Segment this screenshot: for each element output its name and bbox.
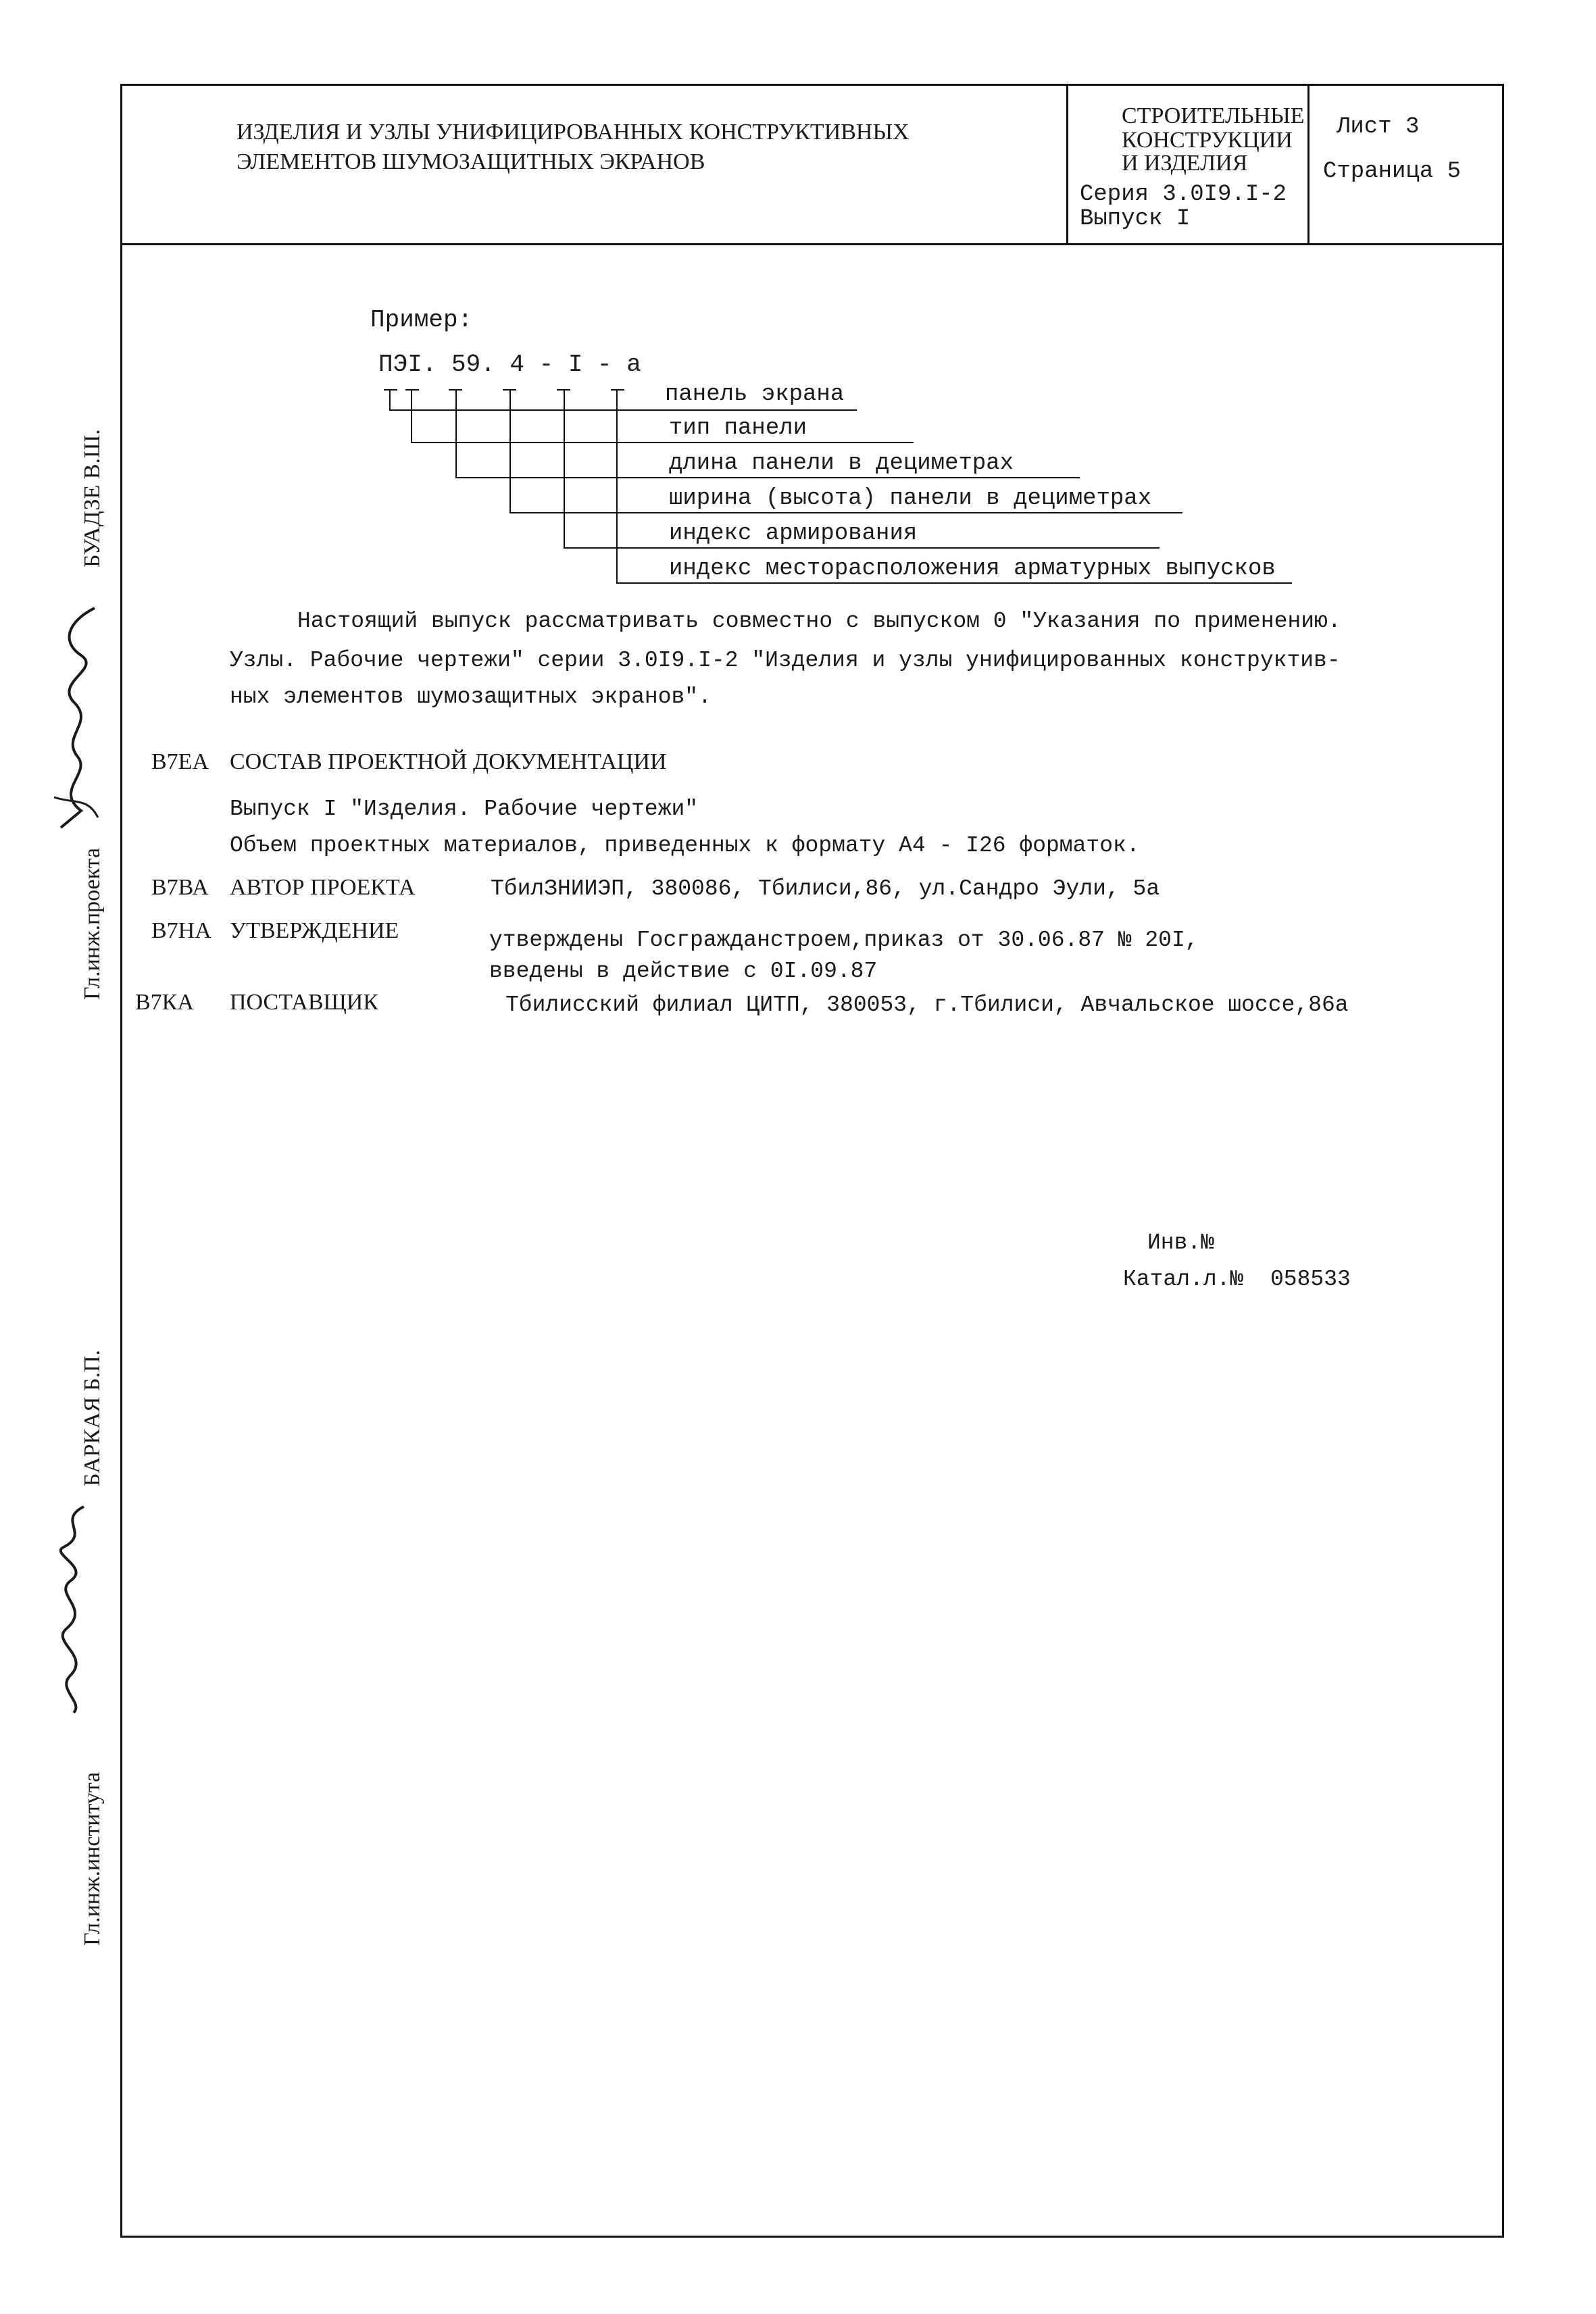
header-series: Серия 3.0I9.I-2: [1080, 182, 1287, 207]
composition-code: В7ЕА: [151, 749, 209, 774]
margin-chief-project-engineer-label: Гл.инж.проекта: [80, 847, 105, 1000]
example-label: Пример:: [370, 306, 473, 334]
margin-chief-institute-engineer-label: Гл.инж.института: [80, 1771, 105, 1946]
example-legend-line-1: [389, 409, 857, 411]
note-line-2: Узлы. Рабочие чертежи" серии 3.0I9.I-2 "Изделия и узлы унифицированных конструктив-: [230, 648, 1341, 673]
header-title-line-2: ЭЛЕМЕНТОВ ШУМОЗАЩИТНЫХ ЭКРАНОВ: [236, 149, 705, 174]
approval-value-line-1: утверждены Госгражданстроем,приказ от 30.06.87 № 20I,: [489, 928, 1199, 953]
header-category-line-1: СТРОИТЕЛЬНЫЕ: [1122, 103, 1305, 128]
composition-heading: СОСТАВ ПРОЕКТНОЙ ДОКУМЕНТАЦИИ: [230, 749, 667, 774]
supplier-value: Тбилисский филиал ЦИТП, 380053, г.Тбилиси, Авчальское шоссе,86а: [505, 992, 1349, 1017]
inventory-catalog-number: 058533: [1270, 1267, 1351, 1292]
example-legend-line-2: [411, 442, 914, 443]
example-stem-4: [509, 389, 511, 513]
example-legend-item-3: длина панели в дециметрах: [669, 451, 1014, 476]
inventory-catalog-label: Катал.л.№: [1123, 1267, 1244, 1292]
example-tick-top-2: [405, 389, 419, 391]
example-stem-5: [564, 389, 565, 549]
example-legend-item-4: ширина (высота) панели в дециметрах: [669, 486, 1152, 511]
title-block-divider-2: [1307, 84, 1310, 245]
example-legend-item-1: панель экрана: [665, 382, 845, 407]
title-block-bottom-line: [120, 243, 1504, 245]
example-stem-6: [616, 389, 618, 584]
supplier-label: ПОСТАВЩИК: [230, 990, 379, 1015]
author-code: В7ВА: [151, 875, 209, 900]
author-label: АВТОР ПРОЕКТА: [230, 875, 416, 900]
example-stem-1: [389, 389, 391, 411]
example-stem-2: [411, 389, 412, 443]
approval-value-line-2: введены в действие с 0I.09.87: [489, 959, 878, 984]
approval-code: В7НА: [151, 918, 211, 943]
margin-chief-project-engineer-name: БУАДЗЕ В.Ш.: [80, 429, 105, 568]
example-stem-3: [455, 389, 457, 478]
composition-line-2: Объем проектных материалов, приведенных к формату А4 - I26 форматок.: [230, 833, 1140, 858]
note-line-1: Настоящий выпуск рассматривать совместно с выпуском 0 "Указания по применению.: [297, 609, 1341, 634]
signature-barkaya: [43, 1500, 104, 1716]
approval-label: УТВЕРЖДЕНИЕ: [230, 918, 399, 943]
header-sheet: Лист 3: [1337, 114, 1420, 140]
example-legend-item-6: индекс месторасположения арматурных выпусков: [669, 556, 1276, 582]
header-category-line-2: КОНСТРУКЦИИ: [1122, 128, 1293, 153]
signature-buadze: [41, 595, 108, 838]
author-value: ТбилЗНИИЭП, 380086, Тбилиси,86, ул.Сандро Эули, 5а: [491, 876, 1160, 901]
header-page: Страница 5: [1323, 159, 1462, 184]
example-tick-top-1: [384, 389, 397, 391]
title-block-divider-1: [1066, 84, 1068, 245]
header-issue: Выпуск I: [1080, 206, 1191, 232]
composition-line-1: Выпуск I "Изделия. Рабочие чертежи": [230, 797, 699, 822]
example-tick-top-6: [611, 389, 624, 391]
example-code: ПЭI. 59. 4 - I - a: [378, 351, 641, 378]
example-legend-item-5: индекс армирования: [669, 521, 918, 547]
header-title-line-1: ИЗДЕЛИЯ И УЗЛЫ УНИФИЦИРОВАННЫХ КОНСТРУКТИВНЫХ: [236, 120, 909, 145]
header-category-line-3: И ИЗДЕЛИЯ: [1122, 151, 1248, 176]
supplier-code: В7КА: [135, 990, 194, 1015]
margin-rule: [120, 1480, 122, 1540]
inventory-inv-label: Инв.№: [1147, 1230, 1215, 1255]
margin-chief-institute-engineer-name: БАРКАЯ Б.П.: [80, 1349, 105, 1486]
example-legend-item-2: тип панели: [669, 416, 807, 441]
note-line-3: ных элементов шумозащитных экранов".: [230, 684, 712, 709]
